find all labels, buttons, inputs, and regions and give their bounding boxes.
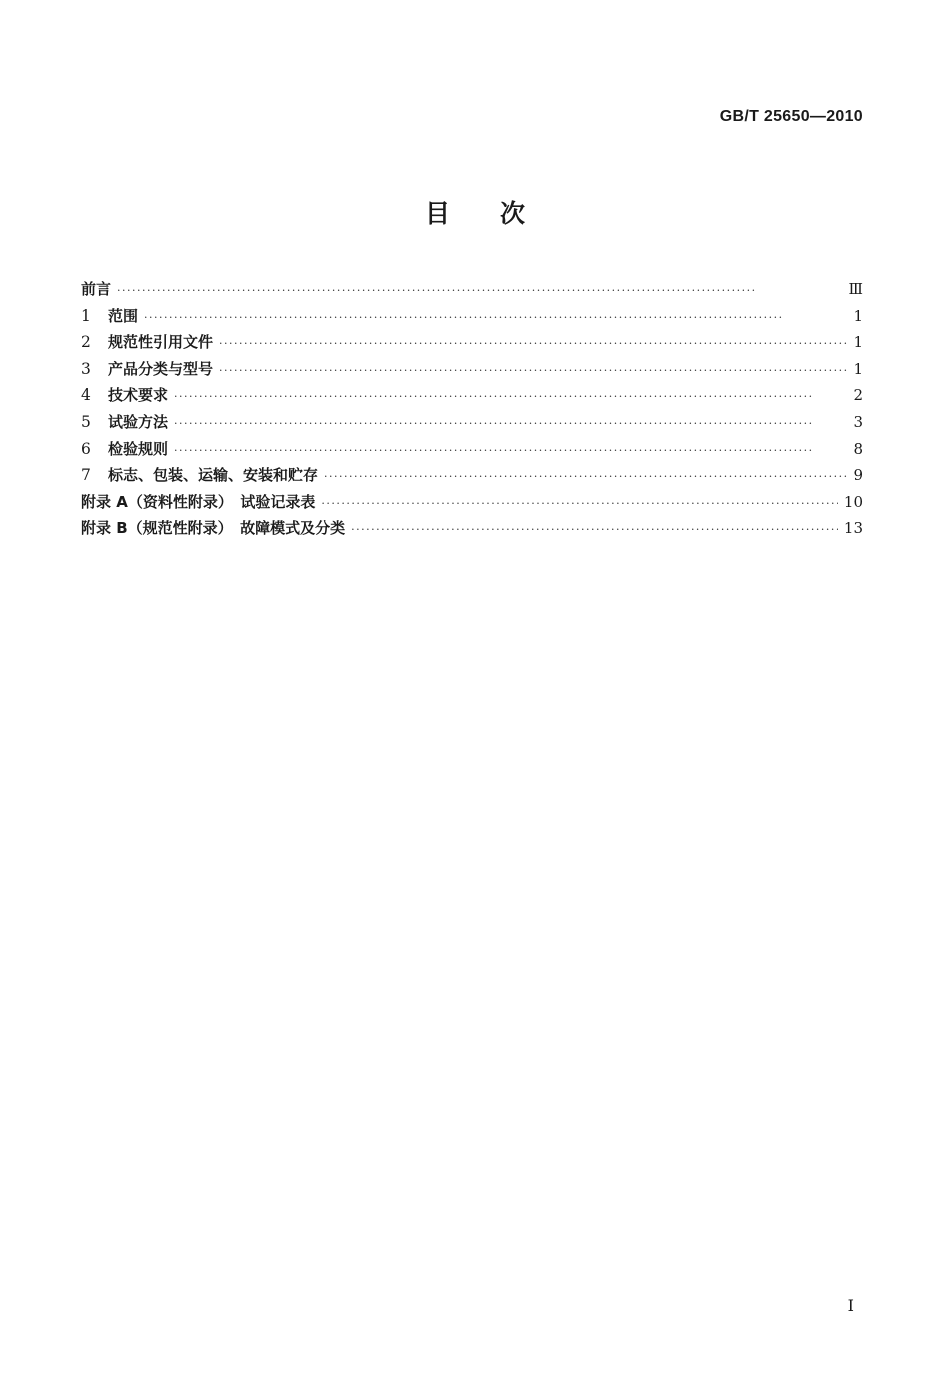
- page-title: 目 次: [424, 199, 525, 228]
- toc-leader-dots: [117, 284, 843, 297]
- toc-entry-page: 10: [843, 492, 863, 511]
- toc-entry-title: 标志、包装、运输、安装和贮存: [108, 466, 319, 485]
- table-of-contents: [81, 278, 863, 544]
- toc-entry-number: 5: [81, 412, 91, 431]
- toc-entry-classification[interactable]: [81, 358, 863, 385]
- toc-leader-dots: [219, 364, 847, 377]
- toc-leader-dots: [144, 311, 847, 324]
- toc-entry-number: 1: [81, 306, 91, 325]
- toc-entry-page: 1: [853, 306, 863, 325]
- toc-leader-dots: [174, 417, 847, 430]
- toc-leader-dots: [321, 497, 838, 510]
- toc-entry-title: 范围: [108, 306, 139, 325]
- toc-entry-page: 2: [853, 386, 863, 405]
- toc-entry-title: 附录 A（资料性附录） 试验记录表: [81, 492, 316, 511]
- toc-entry-number: 6: [81, 439, 91, 458]
- toc-entry-title: 规范性引用文件: [108, 333, 214, 352]
- toc-entry-page: 3: [853, 412, 863, 431]
- toc-entry-requirements[interactable]: [81, 384, 863, 411]
- toc-entry-title: 附录 B（规范性附录） 故障模式及分类: [81, 519, 346, 538]
- toc-entry-number: 2: [81, 333, 91, 352]
- toc-leader-dots: [351, 523, 838, 536]
- toc-leader-dots: [174, 390, 847, 403]
- toc-leader-dots: [174, 444, 847, 457]
- page-number: I: [847, 1296, 854, 1315]
- toc-leader-dots: [324, 470, 847, 483]
- toc-entry-title: 试验方法: [108, 412, 169, 431]
- toc-entry-foreword[interactable]: [81, 278, 863, 305]
- toc-leader-dots: [219, 337, 847, 350]
- toc-entry-number: 4: [81, 386, 91, 405]
- toc-entry-test-methods[interactable]: [81, 411, 863, 438]
- toc-entry-page: 1: [853, 333, 863, 352]
- toc-entry-scope[interactable]: [81, 305, 863, 332]
- toc-entry-title: 前言: [81, 280, 112, 298]
- toc-entry-inspection-rules[interactable]: [81, 438, 863, 465]
- toc-entry-page: 13: [843, 519, 863, 538]
- toc-entry-marking-packaging[interactable]: [81, 464, 863, 491]
- toc-entry-page: 9: [853, 466, 863, 485]
- toc-entry-annex-a[interactable]: [81, 491, 863, 518]
- toc-entry-number: 3: [81, 359, 91, 378]
- toc-entry-annex-b[interactable]: [81, 517, 863, 544]
- toc-entry-normative-references[interactable]: [81, 331, 863, 358]
- toc-entry-title: 检验规则: [108, 439, 169, 458]
- toc-entry-page: 1: [853, 359, 863, 378]
- toc-entry-page: 8: [853, 439, 863, 458]
- toc-entry-title: 产品分类与型号: [108, 359, 214, 378]
- toc-entry-page: Ⅲ: [848, 280, 863, 298]
- standard-code: GB/T 25650—2010: [719, 108, 863, 125]
- toc-entry-title: 技术要求: [108, 386, 169, 405]
- toc-entry-number: 7: [81, 466, 91, 485]
